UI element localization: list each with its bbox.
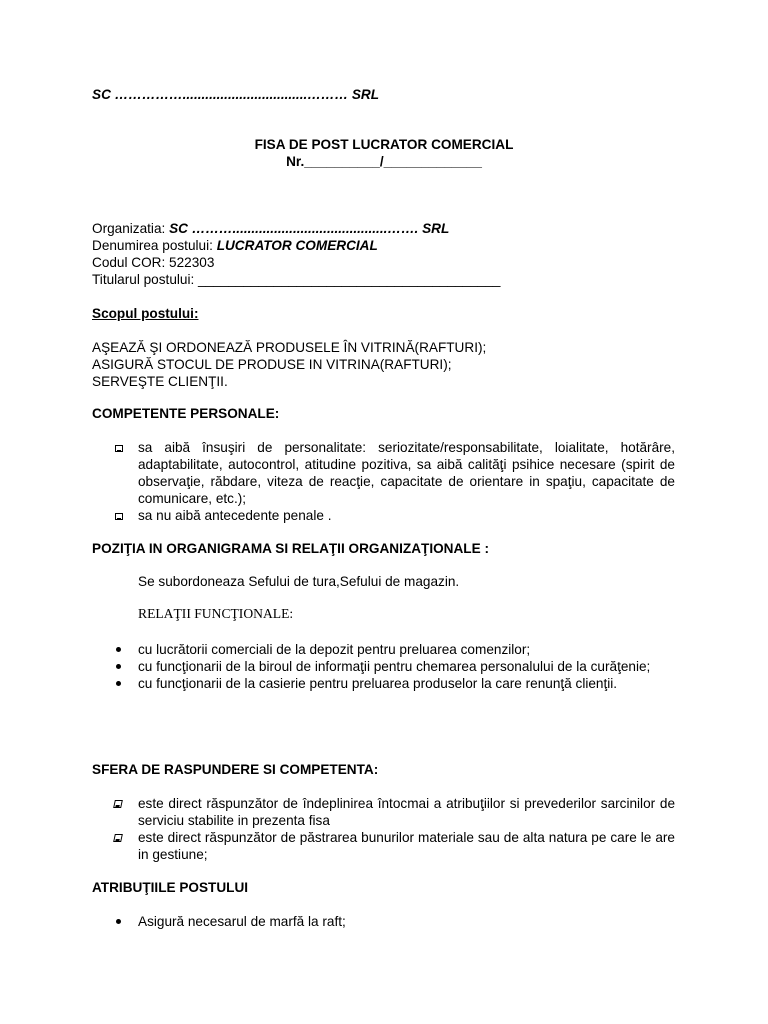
bullet-icon	[116, 664, 121, 669]
post-name-line	[92, 237, 378, 254]
scope-heading: Scopul postului:	[92, 306, 199, 321]
subordination-text: Se subordoneaza Sefului de tura,Sefului de magazin.	[138, 574, 460, 589]
scope-line: AŞEAZĂ ŞI ORDONEAZĂ PRODUSELE ÎN VITRINĂ(RAFTURI);	[92, 340, 487, 355]
organization-line	[92, 220, 449, 237]
checkbox-bullet-icon	[113, 800, 123, 808]
competences-list	[138, 439, 675, 524]
responsibility-heading: SFERA DE RASPUNDERE SI COMPETENTA:	[92, 762, 379, 777]
list-item: este direct răspunzător de îndeplinirea întocmai a atribuţiilor si prevederilor sarcinilor de serviciu stabilite in prezenta fisa	[138, 795, 675, 829]
bullet-icon	[116, 681, 121, 686]
bullet-icon	[116, 919, 121, 924]
checkbox-bullet-icon	[113, 834, 123, 842]
post-holder: Titularul postului: ________________________________________	[92, 272, 501, 287]
list-item: cu funcţionarii de la casierie pentru preluarea produselor la care renunţă clienţii.	[138, 675, 668, 692]
functional-relations-heading: RELAŢII FUNCŢIONALE:	[138, 606, 294, 621]
post-name-value: LUCRATOR COMERCIAL	[216, 238, 378, 253]
square-bullet-icon	[115, 513, 123, 520]
list-item: cu lucrătorii comerciali de la depozit pentru preluarea comenzilor;	[138, 641, 668, 658]
duties-heading: ATRIBUŢIILE POSTULUI	[92, 880, 249, 895]
post-name-label: Denumirea postului:	[92, 238, 217, 253]
competences-heading: COMPETENTE PERSONALE:	[92, 406, 280, 421]
responsibility-list	[138, 795, 675, 863]
square-bullet-icon	[115, 445, 123, 452]
cor-code: Codul COR: 522303	[92, 255, 215, 270]
position-heading: POZIŢIA IN ORGANIGRAMA SI RELAŢII ORGANIZAŢIONALE :	[92, 541, 489, 556]
list-item: este direct răspunzător de păstrarea bunurilor materiale sau de alta natura pe care le are in gestiune;	[138, 829, 675, 863]
list-item: Asigură necesarul de marfă la raft;	[138, 913, 668, 930]
list-item: sa aibă însuşiri de personalitate: seriozitate/responsabilitate, loialitate, hotărâre, adaptabilitate, autocontrol, atitudine pozitiva, sa aibă calităţi psihice necesare (spirit de observaţie, răbdare, viteza de reacţie, capacitate de orientare in spaţiu, capacitate de comunicare, etc.);	[138, 439, 675, 507]
bullet-icon	[116, 647, 121, 652]
organization-label: Organizatia:	[92, 221, 170, 236]
duties-list	[138, 913, 668, 930]
organization-value: SC ……….........................................……. SRL	[169, 221, 450, 236]
scope-line: ASIGURĂ STOCUL DE PRODUSE IN VITRINA(RAFTURI);	[92, 357, 452, 372]
list-item: sa nu aibă antecedente penale .	[138, 507, 675, 524]
company-header: SC …………….................................……… SRL	[92, 87, 380, 102]
document-title: FISA DE POST LUCRATOR COMERCIAL	[254, 137, 514, 152]
scope-line: SERVEŞTE CLIENŢII.	[92, 374, 228, 389]
relations-list	[138, 641, 668, 692]
list-item: cu funcţionarii de la biroul de informaţii pentru chemarea personalului de la curăţenie;	[138, 658, 668, 675]
document-number: Nr.__________/_____________	[286, 154, 482, 169]
